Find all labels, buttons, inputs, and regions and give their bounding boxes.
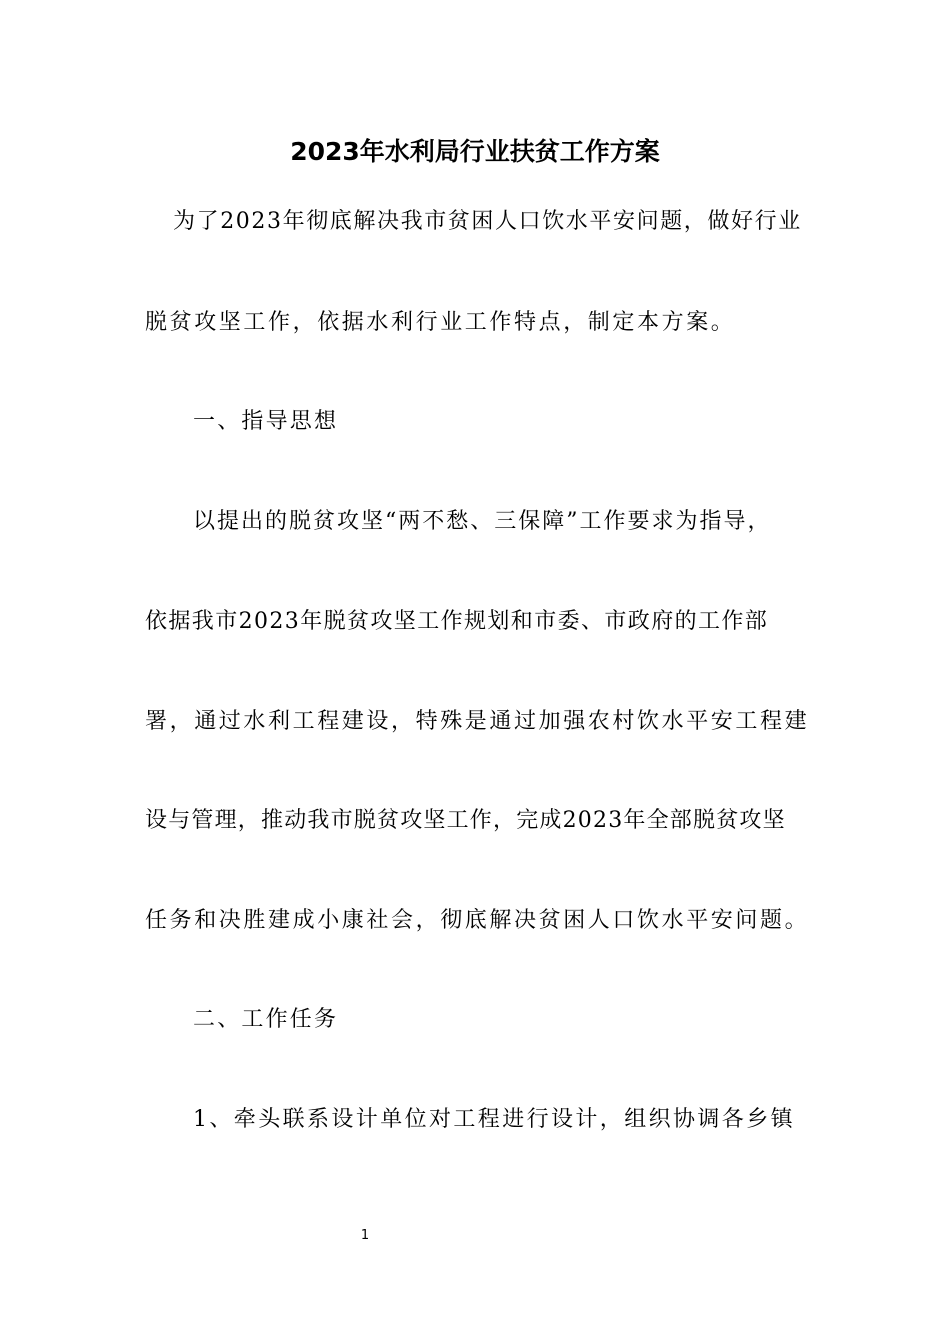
paragraph-line: 脱贫攻坚工作，依据水利行业工作特点，制定本方案。 [145, 310, 736, 335]
section-heading: 二、工作任务 [193, 1007, 339, 1032]
page-number: 1 [360, 1228, 370, 1243]
paragraph-line: 依据我市2023年脱贫攻坚工作规划和市委、市政府的工作部 [145, 609, 769, 634]
paragraph-line: 任务和决胜建成小康社会，彻底解决贫困人口饮水平安问题。 [145, 908, 810, 933]
paragraph-line: 1、牵头联系设计单位对工程进行设计，组织协调各乡镇 [193, 1107, 795, 1132]
paragraph-line: 以提出的脱贫攻坚“两不愁、三保障”工作要求为指导， [193, 509, 772, 534]
section-heading: 一、指导思想 [193, 409, 339, 434]
paragraph-line: 为了2023年彻底解决我市贫困人口饮水平安问题，做好行业 [173, 209, 802, 234]
paragraph-line: 署，通过水利工程建设，特殊是通过加强农村饮水平安工程建 [145, 709, 810, 734]
paragraph-line: 设与管理，推动我市脱贫攻坚工作，完成2023年全部脱贫攻坚 [145, 808, 786, 833]
document-title: 2023年水利局行业扶贫工作方案 [290, 137, 660, 166]
